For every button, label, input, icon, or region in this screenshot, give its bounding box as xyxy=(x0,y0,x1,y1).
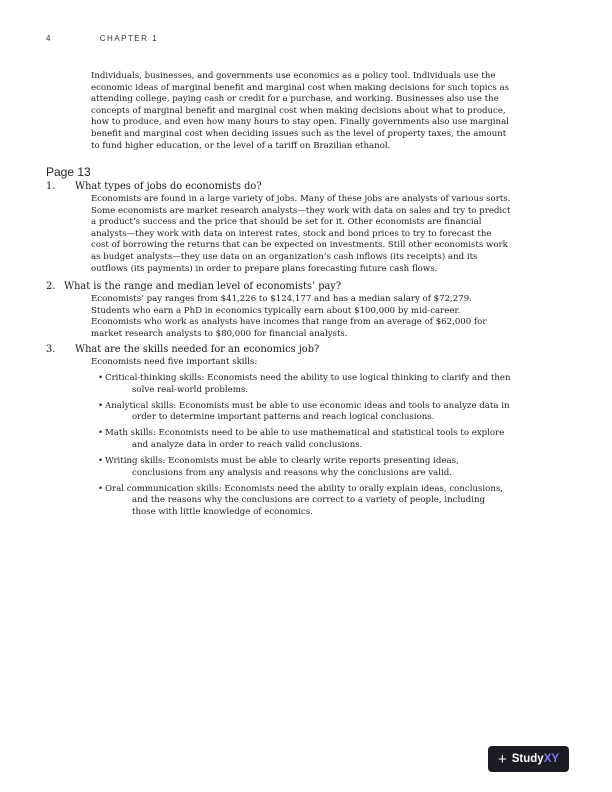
question-text: What is the range and median level of economists’ pay? xyxy=(64,281,342,292)
question-2 xyxy=(46,281,341,293)
intro-paragraph: Individuals, businesses, and governments use economics as a policy tool. Individuals use the economic ideas of marginal benefit and marginal cost when making decisions for such topics as attending college, paying cash or credit for a purchase, and working. Businesses also use the concepts of marginal benefit and marginal cost when making decisions about what to produce, how to produce, and even how many hours to stay open. Finally governments also use marginal benefit and marginal cost when deciding issues such as the level of property taxes, the amount to fund higher education, or the level of a tariff on Brazilian ethanol. xyxy=(91,71,510,151)
answer-3-intro: Economists need five important skills: xyxy=(91,357,258,367)
skill-text: Oral communication skills: Economists need the ability to orally explain ideas, conclusions, and the reasons why the conclusions are correct to a variety of people, including those with little knowledge of economics. xyxy=(105,483,503,517)
bullet-icon: • xyxy=(98,428,104,439)
bullet-icon: • xyxy=(98,483,104,494)
skills-list xyxy=(91,373,511,523)
question-1 xyxy=(46,181,262,193)
answer-2: Economists’ pay ranges from $41,226 to $124,177 and has a median salary of $72,279. Students who earn a PhD in economics typically earn about $100,000 by mid-career. Economists who work as analysts have incomes that range from an average of $62,000 for market research analysts to $80,000 for financial analysts. xyxy=(91,294,487,339)
question-number: 3. xyxy=(46,344,56,355)
bullet-icon: • xyxy=(98,400,104,411)
question-text: What are the skills needed for an economics job? xyxy=(75,344,320,355)
list-item xyxy=(91,484,511,519)
list-item xyxy=(91,456,511,479)
question-number: 2. xyxy=(46,281,56,292)
studyxy-logo[interactable] xyxy=(488,746,569,772)
list-item xyxy=(91,428,511,451)
list-item xyxy=(91,401,511,424)
list-item xyxy=(91,373,511,396)
plus-icon: + xyxy=(497,750,507,768)
skill-text: Math skills: Economists need to be able to use mathematical and statistical tools to explore and analyze data in order to reach valid conclusions. xyxy=(105,428,505,450)
question-number: 1. xyxy=(46,181,56,192)
question-text: What types of jobs do economists do? xyxy=(75,181,262,192)
bullet-icon: • xyxy=(98,373,104,383)
page-label: Page 13 xyxy=(46,165,91,179)
chapter-label: CHAPTER 1 xyxy=(99,34,159,43)
bullet-icon: • xyxy=(98,456,104,467)
answer-1: Economists are found in a large variety of jobs. Many of these jobs are analysts of various sorts. Some economists are market research analysts—they work with data on sales and try to predict a product’s success and the price that should be set for it. Other economists are financial analysts—they work with data on interest rates, stock and bond prices to try to forecast the cost of borrowing the returns that can be expected on investments. Still other economists work as budget analysts—they use data on an organization’s cash inflows (its receipts) and its outflows (its payments) in order to prepare plans forecasting future cash flows. xyxy=(91,194,511,274)
skill-text: Critical-thinking skills: Economists need the ability to use logical thinking to clarify and then solve real-world problems. xyxy=(105,373,511,395)
page-number: 4 xyxy=(46,34,52,43)
logo-text-suffix: XY xyxy=(543,753,560,765)
skill-text: Writing skills: Economists must be able to clearly write reports presenting ideas, conclusions from any analysis and reasons why the conclusions are valid. xyxy=(105,456,459,478)
skill-text: Analytical skills: Economists must be able to use economic ideas and tools to analyze data in order to determine important patterns and reach logical conclusions. xyxy=(105,400,510,423)
logo-text-prefix: Study xyxy=(511,753,544,765)
question-3 xyxy=(46,344,319,356)
page-header xyxy=(46,34,158,43)
